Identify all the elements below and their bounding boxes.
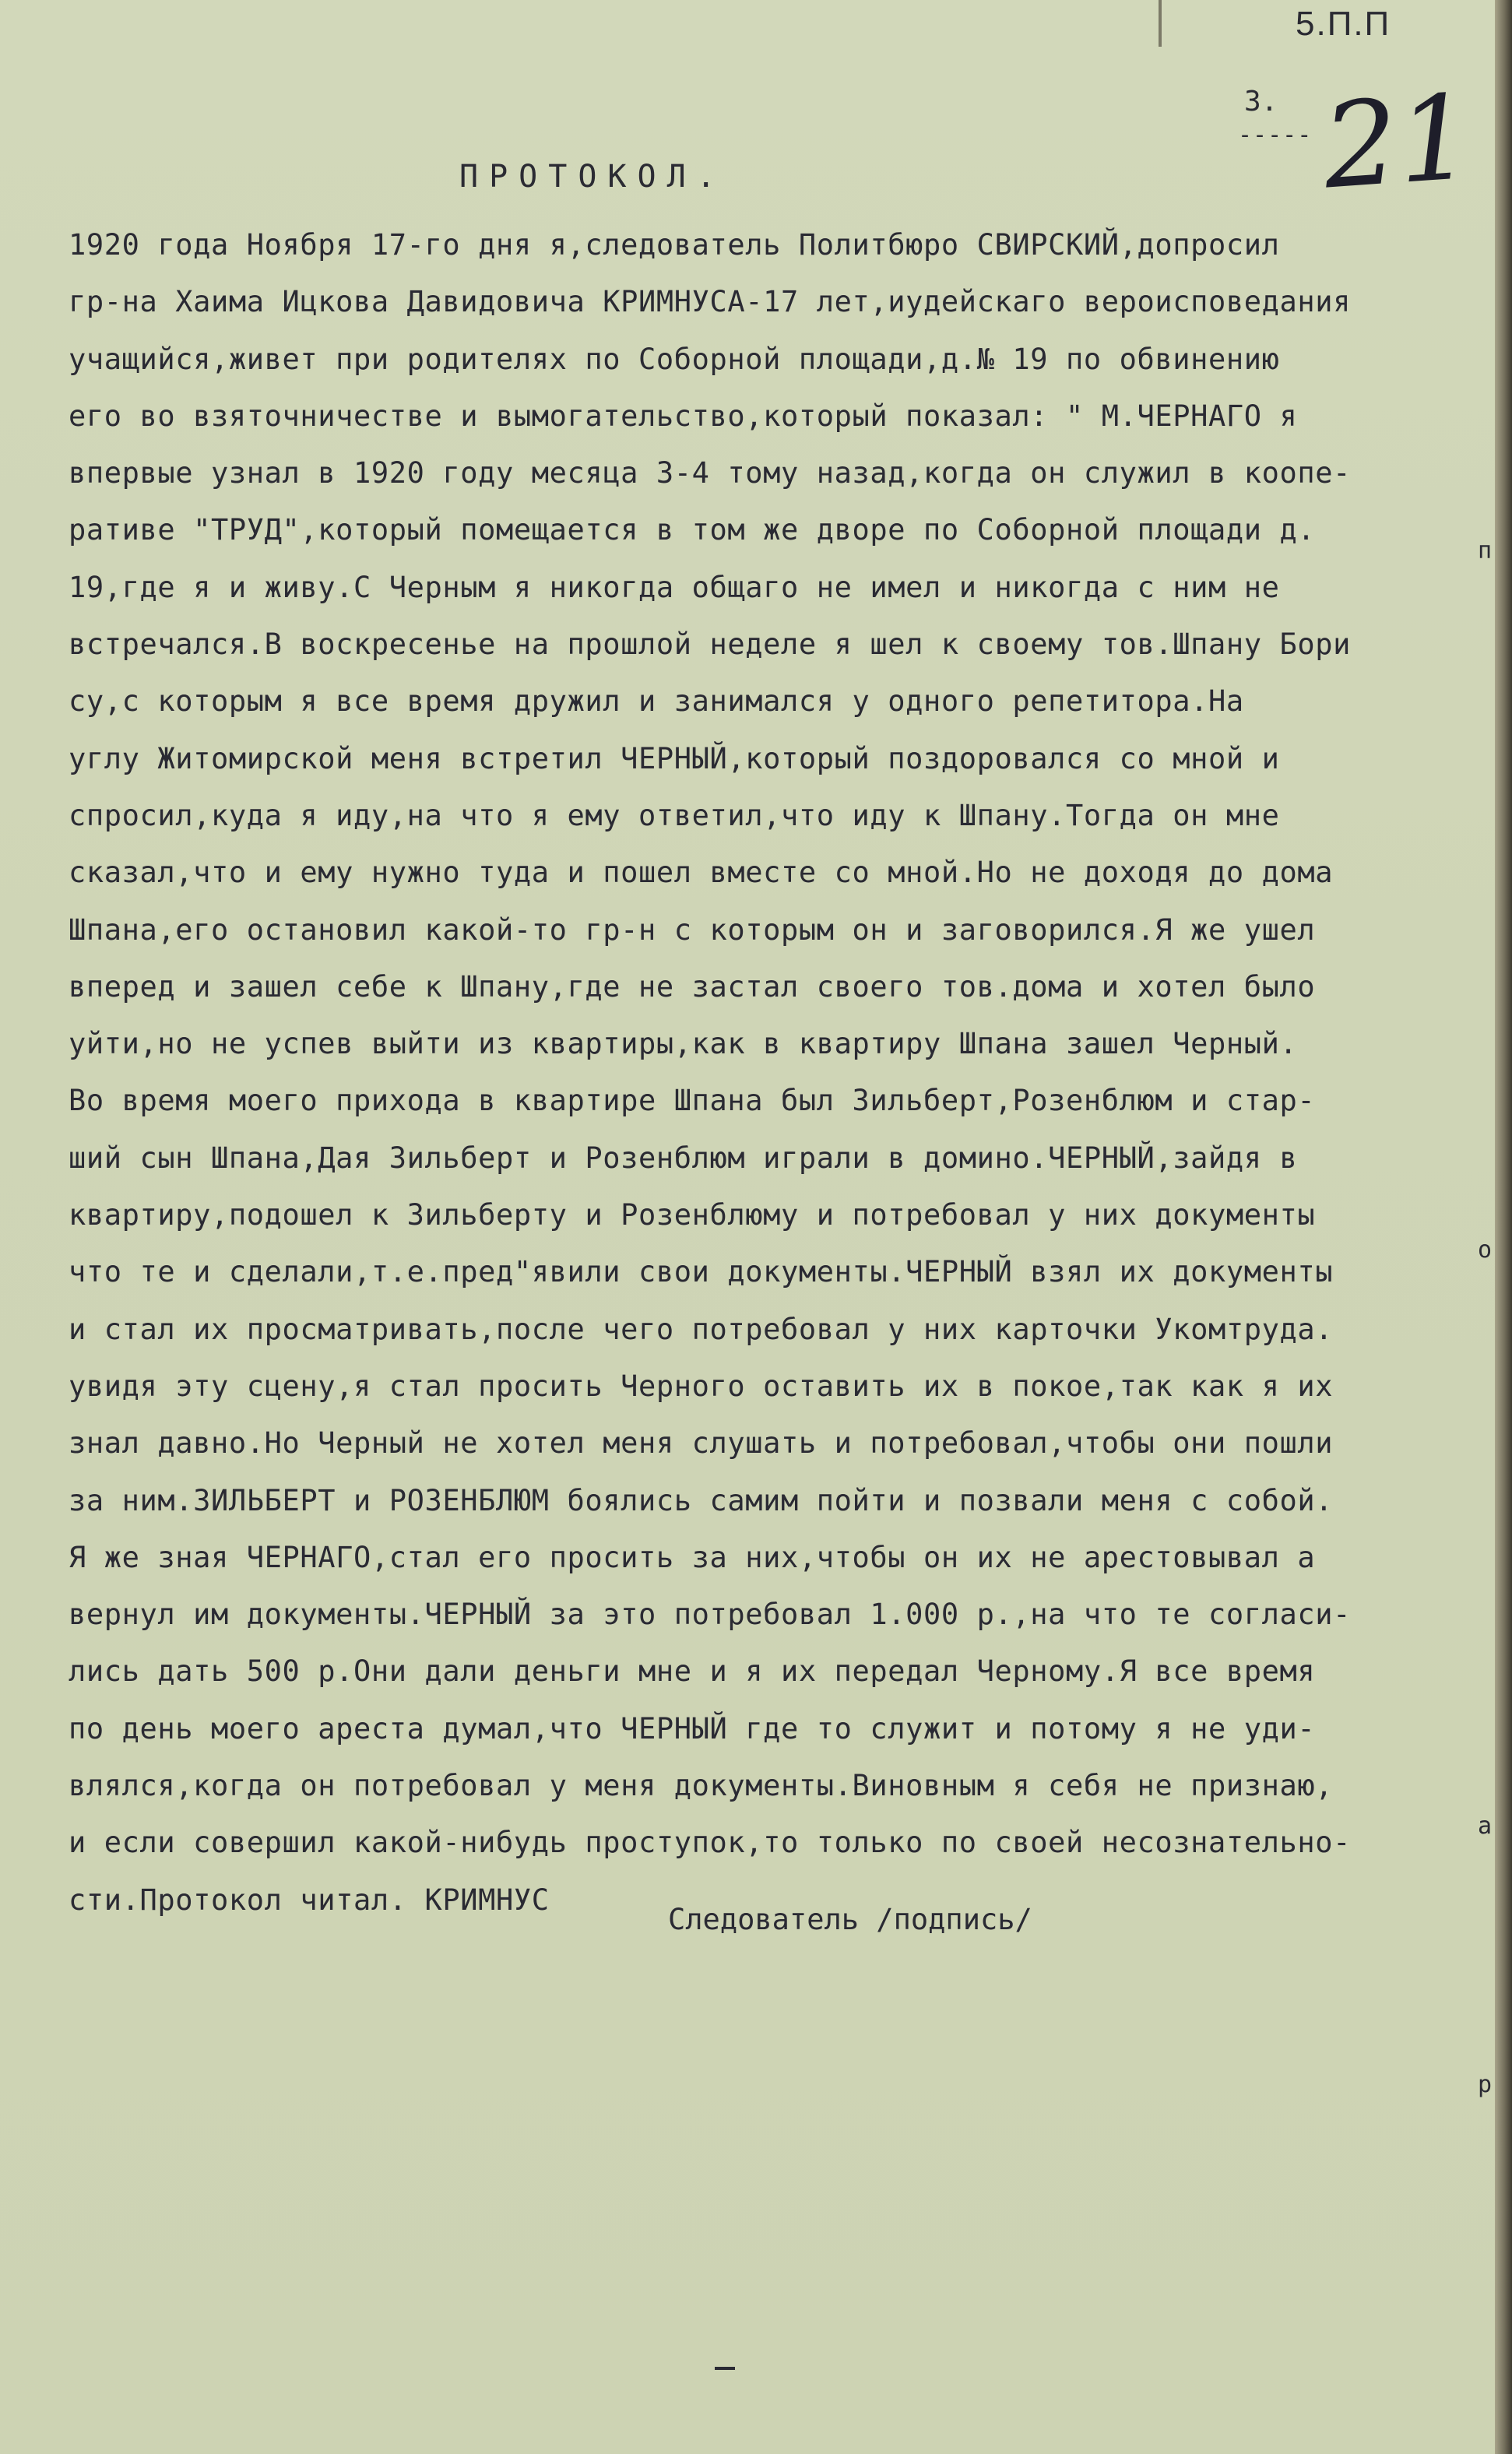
document-text-line: знал давно.Но Черный не хотел меня слушать и потребовал,чтобы они пошли: [69, 1426, 1334, 1461]
document-text-line: гр-на Хаима Ицкова Давидовича КРИМНУСА-17 лет,иудейскаго вероисповедания: [69, 285, 1352, 319]
document-text-line: ший сын Шпана,Дая Зильберт и Розенблюм играли в домино.ЧЕРНЫЙ,зайдя в: [69, 1141, 1298, 1175]
investigator-signature: Следователь /подпись/: [668, 1903, 1032, 1936]
edge-tick-mark: р: [1478, 2071, 1493, 2098]
document-text-line: учащийся,живет при родителях по Соборной площади,д.№ 19 по обвинению: [69, 342, 1280, 376]
document-text-line: влялся,когда он потребовал у меня документы.Виновным я себя не признаю,: [69, 1769, 1334, 1803]
document-text-line: 1920 года Ноября 17-го дня я,следователь Политбюро СВИРСКИЙ,допросил: [69, 228, 1280, 262]
document-body: [69, 216, 1486, 1928]
document-text-line: что те и сделали,т.е.пред"явили свои документы.ЧЕРНЫЙ взял их документы: [69, 1255, 1334, 1289]
document-text-line: уйти,но не успев выйти из квартиры,как в квартиру Шпана зашел Черный.: [69, 1027, 1298, 1061]
document-text-line: спросил,куда я иду,на что я ему ответил,что иду к Шпану.Тогда он мне: [69, 798, 1280, 832]
edge-tick-mark: а: [1478, 1812, 1493, 1840]
sheet-number: 3.: [1244, 86, 1278, 118]
edge-tick-mark: п: [1478, 537, 1493, 564]
document-text-line: Во время моего прихода в квартире Шпана был Зильберт,Розенблюм и стар-: [69, 1084, 1316, 1118]
document-text-line: углу Житомирской меня встретил ЧЕРНЫЙ,который поздоровался со мной и: [69, 741, 1280, 775]
document-text-line: сказал,что и ему нужно туда и пошел вместе со мной.Но не доходя до дома: [69, 856, 1334, 890]
document-text-line: его во взяточничестве и вымогательство,который показал: " М.ЧЕРНАГО я: [69, 399, 1298, 433]
edge-tick-mark: о: [1478, 1236, 1493, 1264]
document-text-line: Шпана,его остановил какой-то гр-н с которым он и заговорился.Я же ушел: [69, 912, 1316, 947]
document-text-line: впервые узнал в 1920 году месяца 3-4 тому назад,когда он служил в коопе-: [69, 456, 1352, 490]
document-text-line: сти.Протокол читал. КРИМНУС: [69, 1883, 550, 1917]
document-text-line: 19,где я и живу.С Черным я никогда общаго не имел и никогда с ним не: [69, 570, 1280, 604]
document-text-line: вперед и зашел себе к Шпану,где не застал своего тов.дома и хотел было: [69, 969, 1316, 1004]
document-text-line: квартиру,подошел к Зильберту и Розенблюму и потребовал у них документы: [69, 1198, 1316, 1232]
page-edge-shadow: [1495, 0, 1512, 2454]
document-text-line: и стал их просматривать,после чего потребовал у них карточки Укомтруда.: [69, 1312, 1334, 1346]
document-text-line: за ним.ЗИЛЬБЕРТ и РОЗЕНБЛЮМ боялись самим пойти и позвали меня с собой.: [69, 1483, 1334, 1517]
document-text-line: су,с которым я все время дружил и занимался у одного репетитора.На: [69, 684, 1244, 719]
folio-number: 21: [1319, 69, 1477, 216]
sheet-dash: -----: [1238, 121, 1313, 149]
document-text-line: Я же зная ЧЕРНАГО,стал его просить за них,чтобы он их не арестовывал а: [69, 1540, 1316, 1574]
paper-edge-mark: [1159, 0, 1162, 47]
document-text-line: ративе "ТРУД",который помещается в том же дворе по Соборной площади д.: [69, 513, 1316, 547]
archive-mark: 5.П.П: [1296, 5, 1391, 43]
bottom-dash-mark: [715, 2367, 735, 2370]
document-text-line: встречался.В воскресенье на прошлой неделе я шел к своему тов.Шпану Бори: [69, 628, 1352, 662]
document-text-line: лись дать 500 р.Они дали деньги мне и я их передал Черному.Я все время: [69, 1654, 1316, 1689]
document-text-line: и если совершил какой-нибудь проступок,то только по своей несознательно-: [69, 1826, 1352, 1860]
document-title: ПРОТОКОЛ.: [459, 159, 726, 195]
document-text-line: по день моего ареста думал,что ЧЕРНЫЙ где то служит и потому я не уди-: [69, 1711, 1316, 1746]
document-text-line: вернул им документы.ЧЕРНЫЙ за это потребовал 1.000 р.,на что те согласи-: [69, 1598, 1352, 1632]
document-text-line: увидя эту сцену,я стал просить Черного оставить их в покое,так как я их: [69, 1369, 1334, 1403]
